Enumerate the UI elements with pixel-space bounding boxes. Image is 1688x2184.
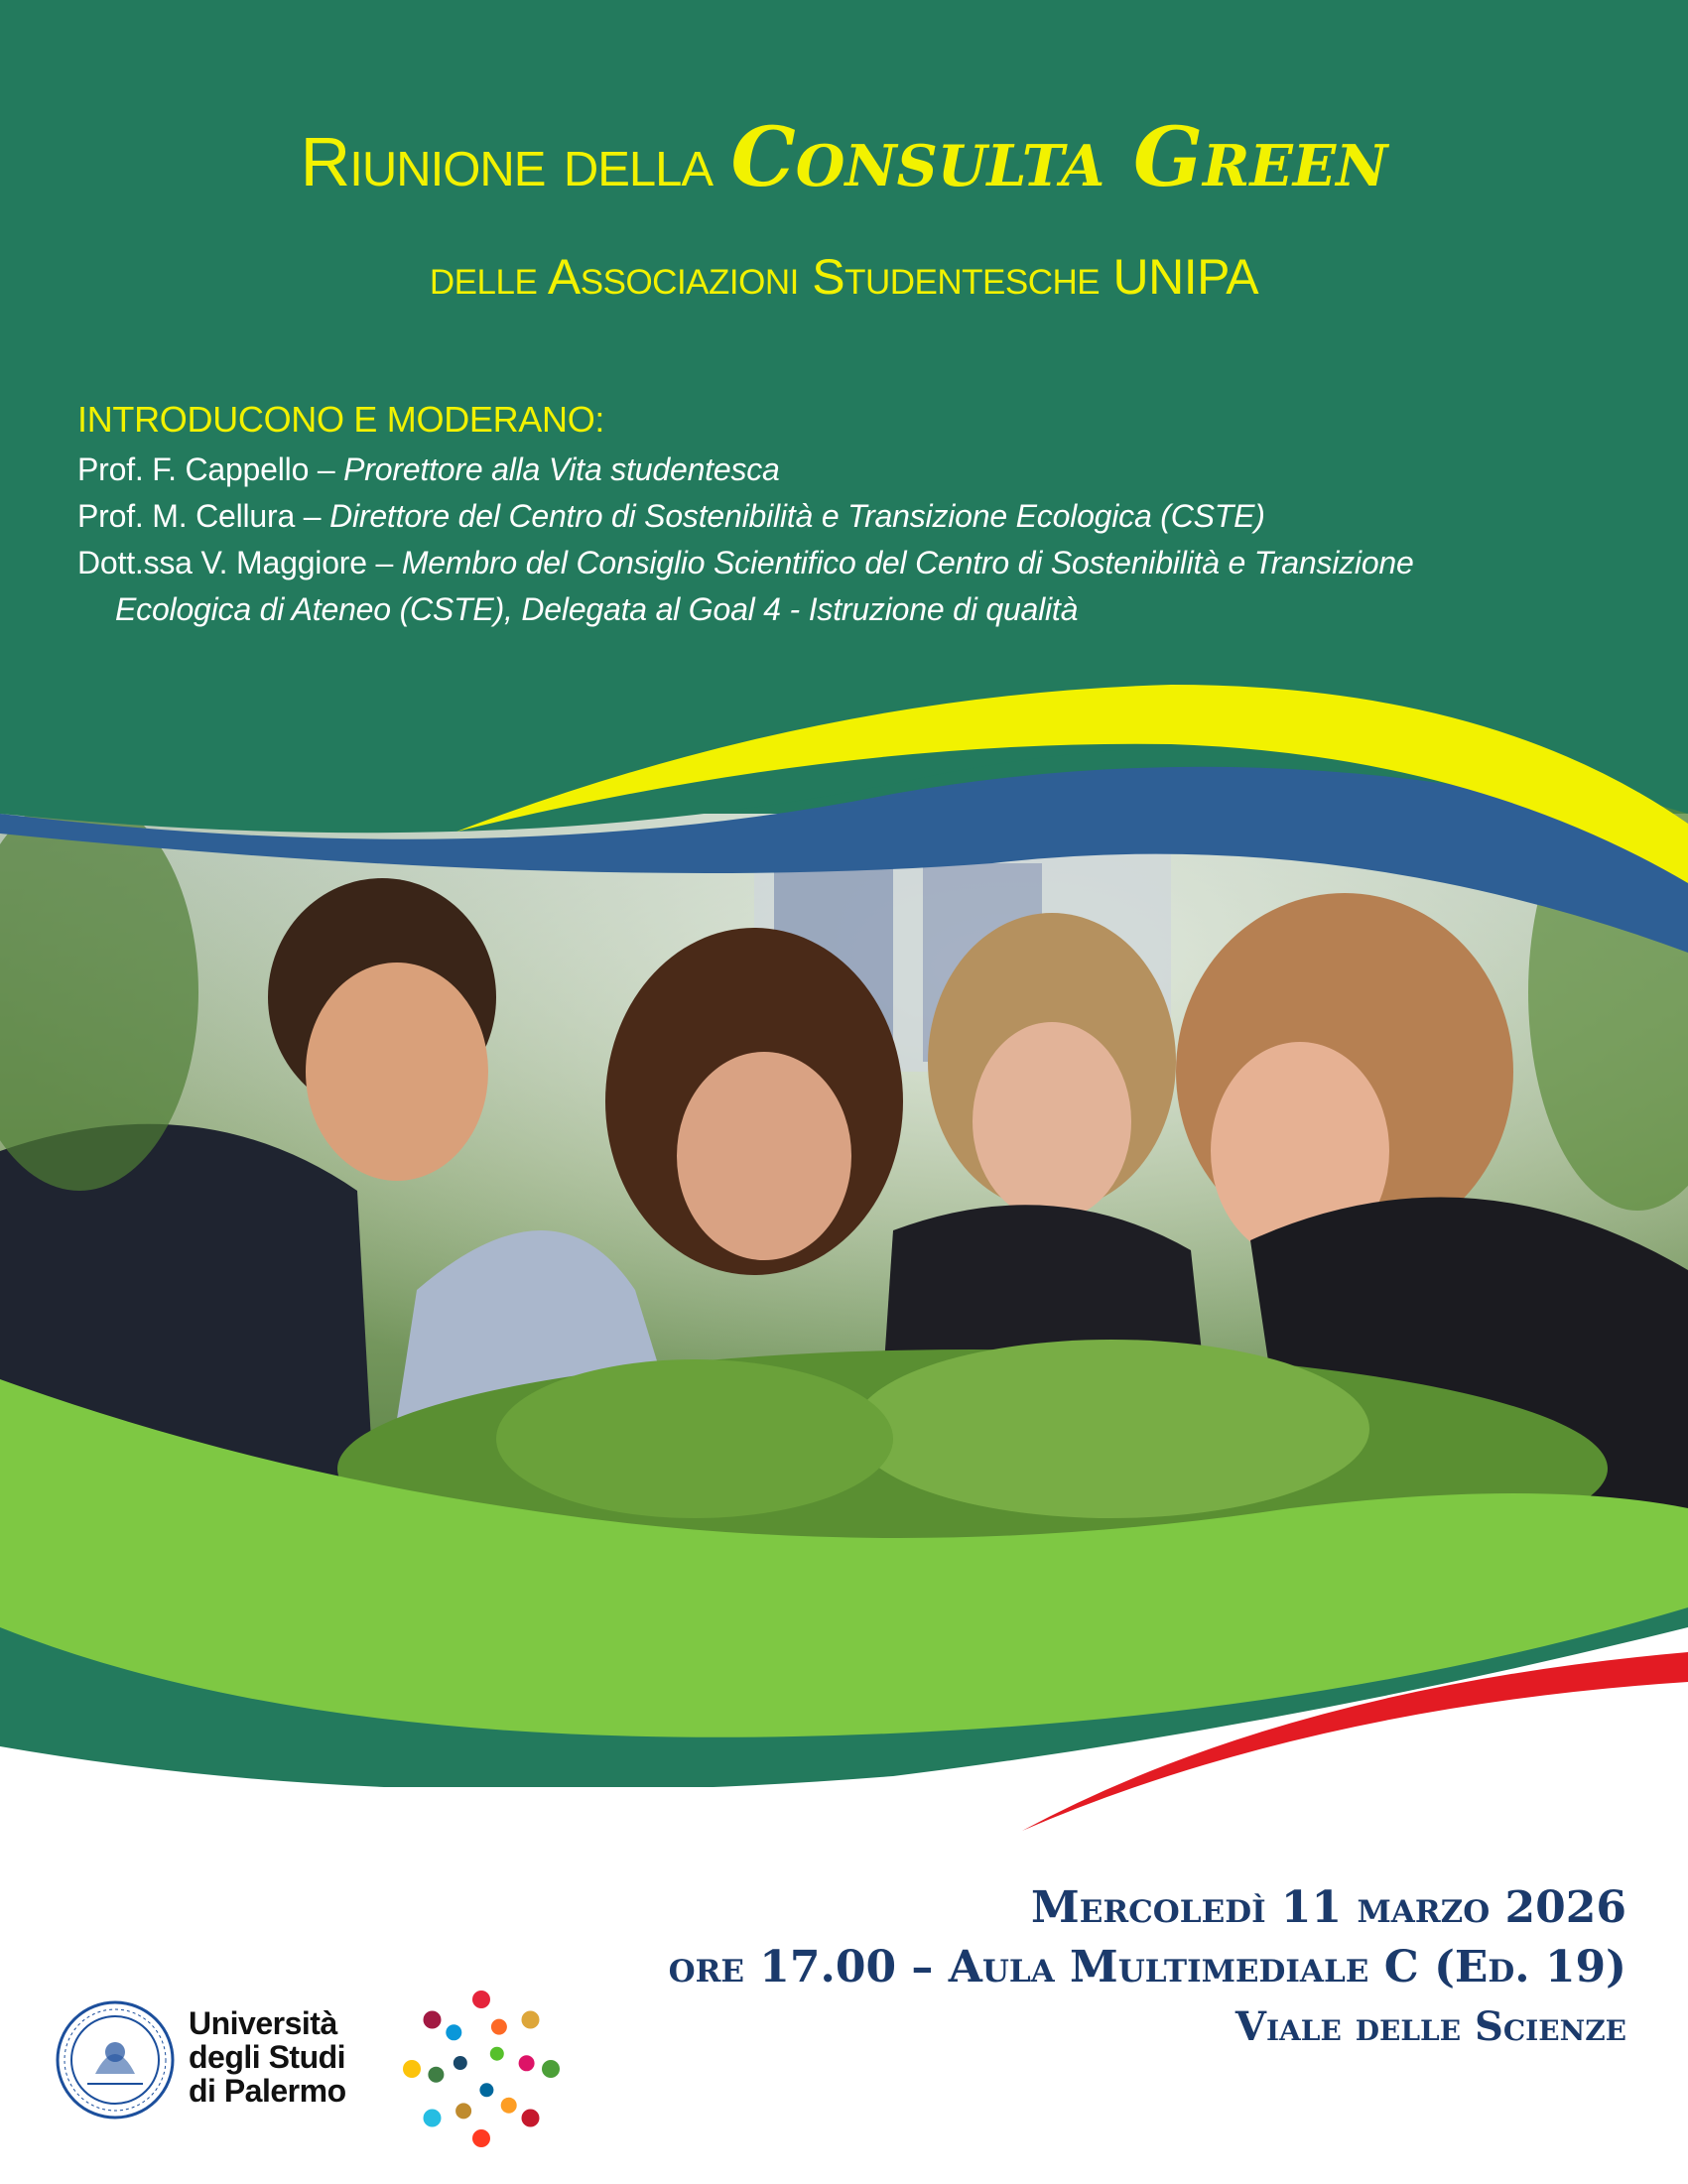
sdg-dot xyxy=(424,2011,442,2029)
sdg-dot xyxy=(519,2055,535,2071)
sdg-dot xyxy=(542,2060,560,2078)
moderators-section xyxy=(77,399,1645,633)
sdg-dot xyxy=(472,1991,490,2008)
sdg-wheel-icon xyxy=(397,1985,566,2153)
sdg-dot xyxy=(446,2024,461,2040)
sdg-dot xyxy=(522,2110,540,2127)
sdg-dot xyxy=(455,2103,471,2119)
sdg-dot xyxy=(501,2098,517,2114)
university-name-line: degli Studi xyxy=(189,2039,346,2075)
university-name-line: Università xyxy=(189,2005,337,2041)
sdg-dot xyxy=(424,2110,442,2127)
sdg-dot xyxy=(479,2083,493,2097)
moderator-role: Direttore del Centro di Sostenibilità e Transizione Ecologica (CSTE) xyxy=(329,498,1265,534)
poster-title xyxy=(0,110,1688,205)
sdg-dot xyxy=(491,2019,507,2035)
sdg-dot xyxy=(490,2047,504,2061)
moderator-role: Prorettore alla Vita studentesca xyxy=(343,451,780,487)
title-part-2: Consulta Green xyxy=(730,110,1388,205)
sdg-dot xyxy=(428,2067,444,2083)
sdg-dot xyxy=(403,2060,421,2078)
title-part-1: Riunione della xyxy=(300,123,731,200)
moderator-name: Dott.ssa V. Maggiore – xyxy=(77,545,402,580)
event-details xyxy=(669,1878,1626,2057)
event-time-place: ore 17.00 – Aula Multimediale C (Ed. 19) xyxy=(668,1942,1626,1992)
sdg-dot xyxy=(454,2056,467,2070)
moderator-name: Prof. F. Cappello – xyxy=(77,451,344,487)
moderator-role: Membro del Consiglio Scientifico del Centro di Sostenibilità e Transizione xyxy=(401,545,1414,580)
event-address: Viale delle Scienze xyxy=(1234,2003,1626,2050)
poster-subtitle: delle Associazioni Studentesche UNIPA xyxy=(429,249,1259,305)
sdg-dot xyxy=(472,2129,490,2147)
moderator-3 xyxy=(77,540,1645,633)
event-date: Mercoledì 11 marzo 2026 xyxy=(1031,1882,1626,1933)
university-name-line: di Palermo xyxy=(189,2073,346,2109)
university-name xyxy=(189,2006,346,2108)
moderator-2 xyxy=(77,493,1645,540)
sdg-dot xyxy=(522,2011,540,2029)
moderator-name: Prof. M. Cellura – xyxy=(77,498,330,534)
moderators-heading: INTRODUCONO E MODERANO: xyxy=(77,399,605,440)
moderator-role-continued: Ecologica di Ateneo (CSTE), Delegata al Goal 4 - Istruzione di qualità xyxy=(115,591,1079,627)
moderator-1 xyxy=(77,447,1645,493)
